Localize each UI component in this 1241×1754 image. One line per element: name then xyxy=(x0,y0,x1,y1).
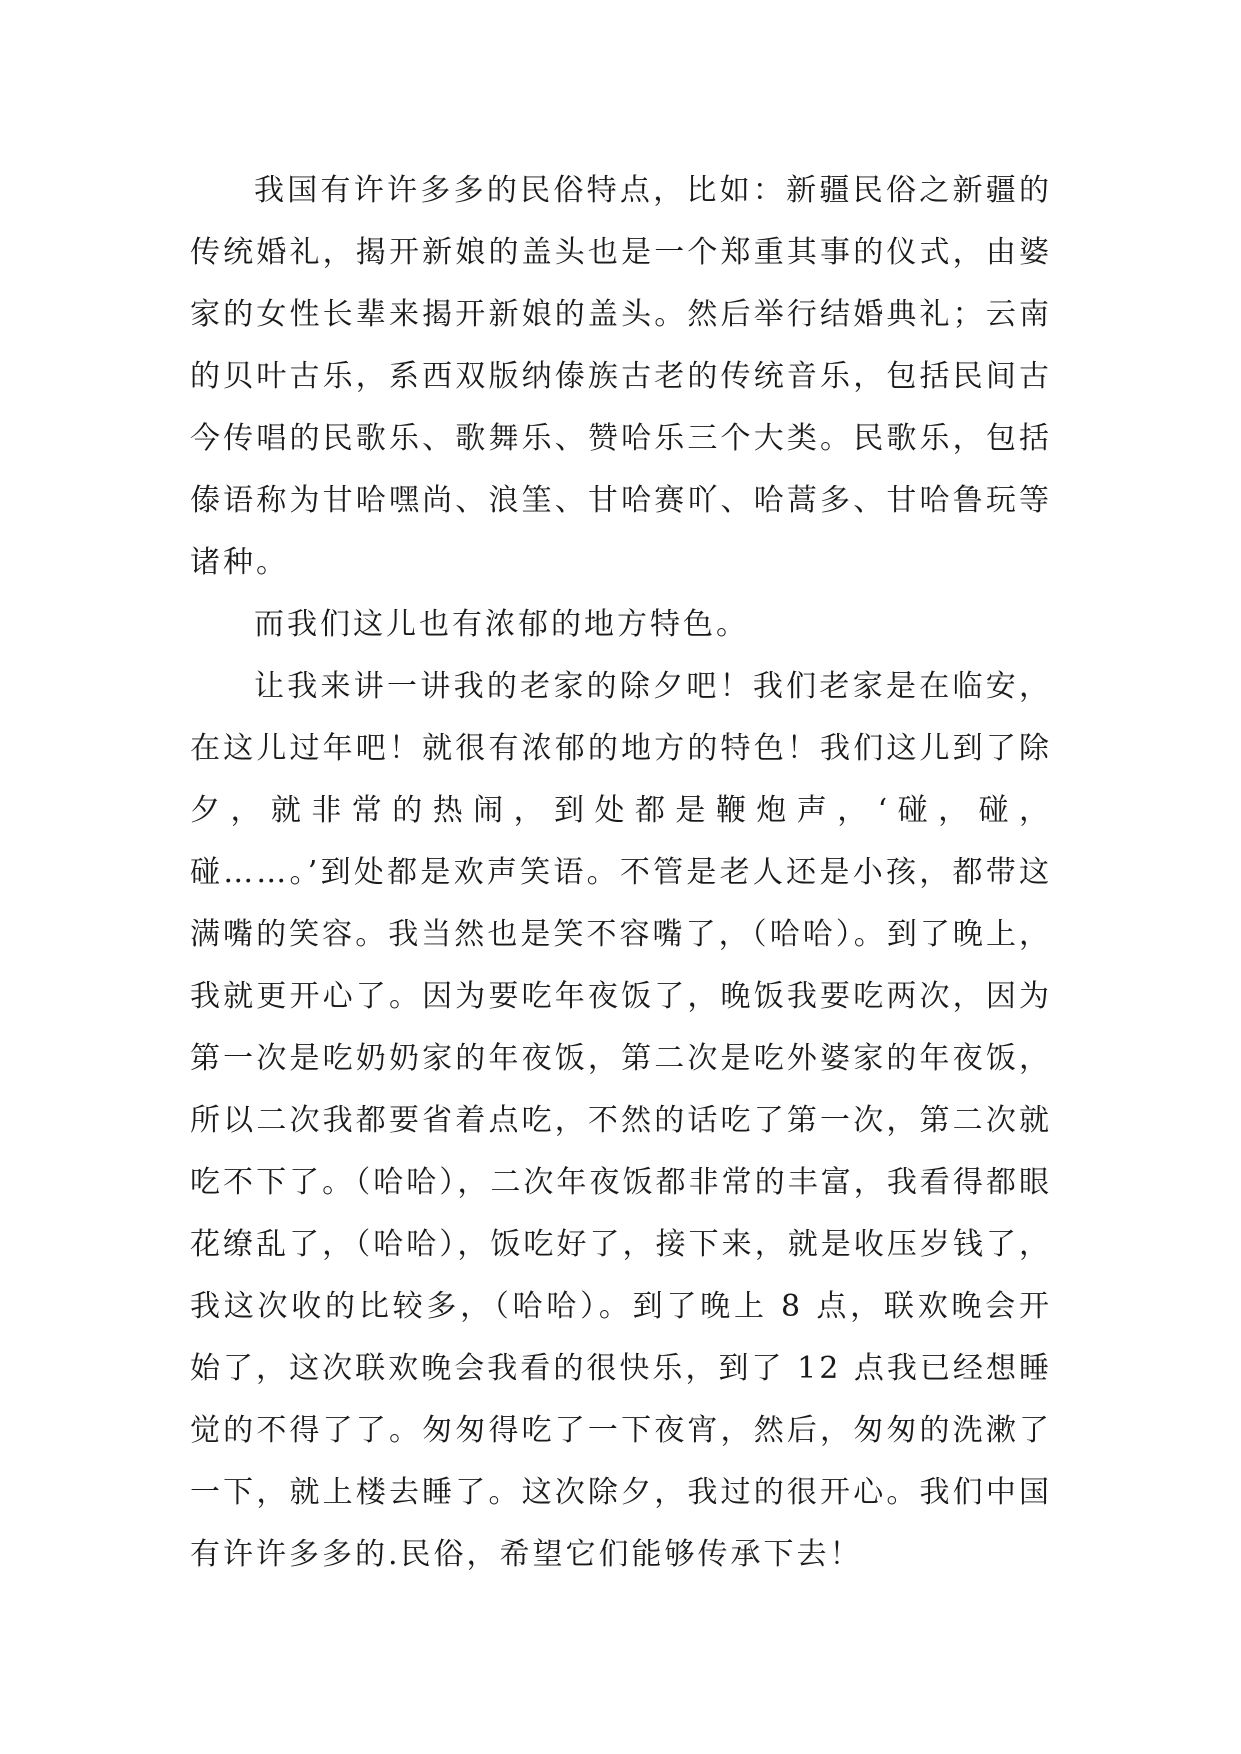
paragraph-new-years-eve: 让我来讲一讲我的老家的除夕吧！我们老家是在临安，在这儿过年吧！就很有浓郁的地方的特色！我们这儿到了除夕，就非常的热闹，到处都是鞭炮声，‘碰，碰，碰……。’到处都是欢声笑语。不管是老人还是小孩，都带这满嘴的笑容。我当然也是笑不容嘴了，（哈哈）。到了晚上，我就更开心了。因为要吃年夜饭了，晚饭我要吃两次，因为第一次是吃奶奶家的年夜饭，第二次是吃外婆家的年夜饭，所以二次我都要省着点吃，不然的话吃了第一次，第二次就吃不下了。（哈哈），二次年夜饭都非常的丰富，我看得都眼花缭乱了，（哈哈），饭吃好了，接下来，就是收压岁钱了，我这次收的比较多，（哈哈）。到了晚上 8 点，联欢晚会开始了，这次联欢晚会我看的很快乐，到了 12 点我已经想睡觉的不得了了。匆匆得吃了一下夜宵，然后，匆匆的洗漱了一下，就上楼去睡了。这次除夕，我过的很开心。我们中国有许许多多的.民俗，希望它们能够传承下去！ xyxy=(190,669,1052,1572)
document-body xyxy=(190,160,1052,1586)
paragraph-local-features: 而我们这儿也有浓郁的地方特色。 xyxy=(254,607,749,642)
paragraph-folk-customs: 我国有许许多多的民俗特点，比如：新疆民俗之新疆的传统婚礼，揭开新娘的盖头也是一个郑重其事的仪式，由婆家的女性长辈来揭开新娘的盖头。然后举行结婚典礼；云南的贝叶古乐，系西双版纳傣族古老的传统音乐，包括民间古今传唱的民歌乐、歌舞乐、赞哈乐三个大类。民歌乐，包括傣语称为甘哈嘿尚、浪筀、甘哈赛吖、哈蒿多、甘哈鲁玩等诸种。 xyxy=(190,173,1052,580)
